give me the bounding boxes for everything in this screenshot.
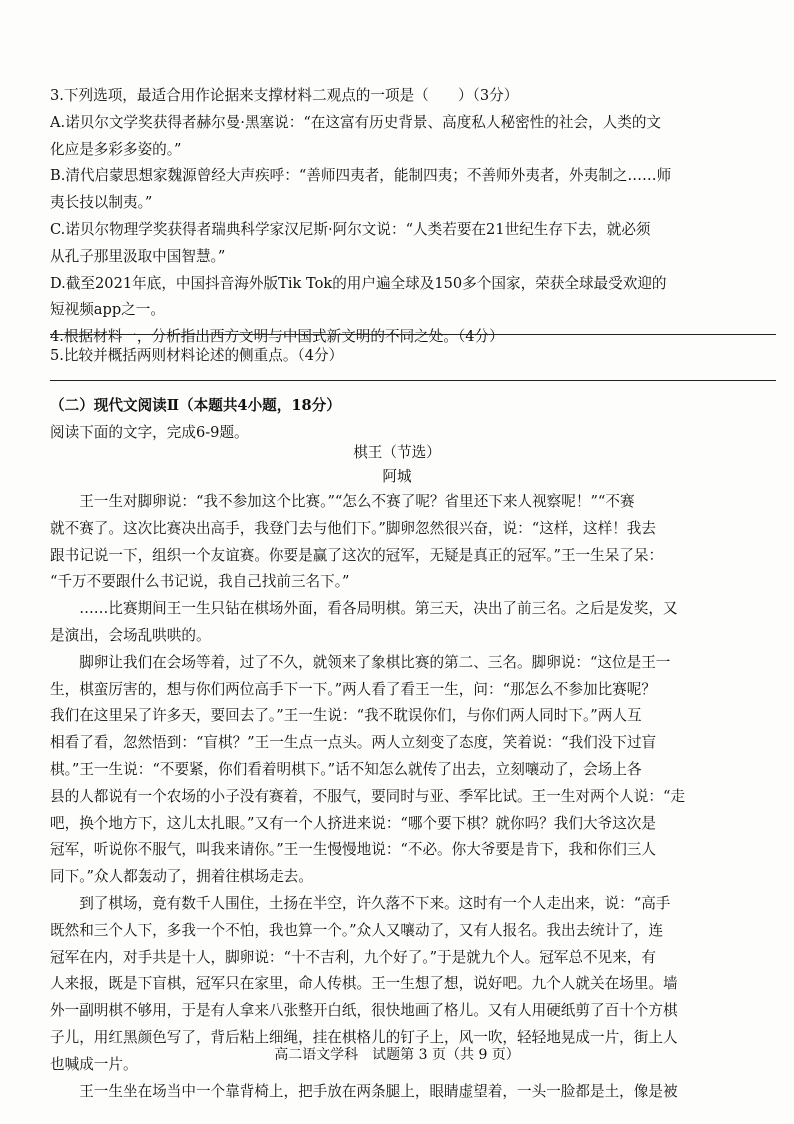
paragraph-5-line: 王一生坐在场当中一个靠背椅上，把手放在两条腿上，眼睛虚望着，一头一脸都是土，像是被 — [79, 1082, 678, 1100]
option-b-line-2: 夷长技以制夷。” — [50, 194, 153, 212]
paragraph-2-line: 是演出，会场乱哄哄的。 — [50, 626, 211, 644]
paragraph-1-line: 就不赛了。这次比赛决出高手，我登门去与他们下。”脚卵忽然很兴奋，说：“这样，这样！我去 — [50, 519, 656, 537]
paragraph-3-line: 生，棋蛮厉害的，想与你们两位高手下一下。”两人看了看王一生，问：“那怎么不参加比赛呢？ — [50, 680, 656, 698]
section-2-instruction: 阅读下面的文字，完成6-9题。 — [50, 423, 249, 441]
paragraph-4-line: 冠军在内，对手共是十人，脚卵说：“十不吉利，九个好了。”于是就九个人。冠军总不见来，有 — [50, 948, 656, 966]
answer-line-q4 — [50, 334, 776, 335]
paragraph-3-line: 同下。”众人都轰动了，拥着往棋场走去。 — [50, 868, 313, 886]
question-3 — [50, 83, 776, 351]
paragraph-2-line: ……比赛期间王一生只钻在棋场外面，看各局明棋。第三天，决出了前三名。之后是发奖，又 — [79, 600, 678, 618]
passage-body — [50, 489, 776, 1105]
paragraph-4-line: 到了棋场，竟有数千人围住，土扬在半空，许久落不下来。这时有一个人走出来，说：“高手 — [79, 894, 671, 912]
paragraph-3-line: 县的人都说有一个农场的小子没有赛着，不服气，要同时与亚、季军比试。王一生对两个人说：“走 — [50, 787, 685, 805]
question-5: 5.比较并概括两则材料论述的侧重点。（4分） — [50, 347, 344, 364]
option-a-line-1: A.诺贝尔文学奖获得者赫尔曼·黑塞说：“在这富有历史背景、高度私人秘密性的社会，人类的文 — [50, 113, 662, 131]
option-d-line-1: D.截至2021年底，中国抖音海外版Tik Tok的用户遍全球及150多个国家，荣获全球最受欢迎的 — [50, 274, 667, 292]
paragraph-3-line: 吧，换个地方下，这儿太扎眼。”又有一个人挤进来说：“哪个要下棋？就你吗？我们大爷这次是 — [50, 814, 656, 832]
paragraph-3-line: 相看了看，忽然悟到：“盲棋？”王一生点一点头。两人立刻变了态度，笑着说：“我们没下过盲 — [50, 734, 657, 752]
option-b-line-1: B.清代启蒙思想家魏源曾经大声疾呼：“善师四夷者，能制四夷；不善师外夷者，外夷制之……师 — [50, 167, 672, 185]
answer-line-q5 — [50, 380, 776, 381]
paragraph-4-line: 子儿，用红黑颜色写了，背后粘上细绳，挂在棋格儿的钉子上，风一吹，轻轻地晃成一片，街上人 — [50, 1028, 678, 1046]
paragraph-4-line: 既然和三个人下，多我一个不怕，我也算一个。”众人又嚷动了，又有人报名。我出去统计了，连 — [50, 921, 664, 939]
option-d-line-2: 短视频app之一。 — [50, 301, 165, 319]
section-2-header — [50, 393, 776, 447]
paragraph-4-line: 外一副明棋不够用，于是有人拿来八张整开白纸，很快地画了格儿。又有人用硬纸剪了百十个方棋 — [50, 1002, 678, 1020]
question-3-stem: 3.下列选项，最适合用作论据来支撑材料二观点的一项是（ ）（3分） — [50, 87, 519, 104]
passage-title: 棋王（节选） — [353, 444, 441, 461]
page-footer: 高二语文学科 试题第 3 页（共 9 页） — [274, 1047, 520, 1063]
paragraph-4-line: 也喊成一片。 — [50, 1055, 138, 1073]
paragraph-4-line: 人来报，既是下盲棋，冠军只在家里，命人传棋。王一生想了想，说好吧。九个人就关在场里。墙 — [50, 975, 678, 993]
option-c-line-2: 从孔子那里汲取中国智慧。” — [50, 247, 226, 265]
section-2-heading: （二）现代文阅读Ⅱ（本题共4小题，18分） — [50, 397, 341, 414]
paragraph-3-line: 脚卵让我们在会场等着，过了不久，就领来了象棋比赛的第二、三名。脚卵说：“这位是王一 — [79, 653, 671, 671]
question-5-block — [50, 343, 776, 370]
question-4: 4.根据材料一，分析指出西方文明与中国式新文明的不同之处。（4分） — [50, 328, 504, 346]
option-a-line-2: 化应是多彩多姿的。” — [50, 140, 182, 158]
paragraph-1-line: 跟书记说一下，组织一个友谊赛。你要是赢了这次的冠军，无疑是真正的冠军。”王一生呆了呆： — [50, 546, 664, 564]
passage-author: 阿城 — [382, 468, 412, 485]
paragraph-1-line: “千万不要跟什么书记说，我自己找前三名下。” — [50, 573, 350, 591]
paragraph-3-line: 我们在这里呆了许多天，要回去了。”王一生说：“我不耽误你们，与你们两人同时下。”两人互 — [50, 707, 642, 725]
paragraph-1-line: 王一生对脚卵说：“我不参加这个比赛。”“怎么不赛了呢？省里还下来人视察呢！”“不赛 — [79, 493, 635, 510]
paragraph-3-line: 冠军，听说你不服气，叫我来请你。”王一生慢慢地说：“不必。你大爷要是肯下，我和你们三人 — [50, 841, 656, 859]
paragraph-3-line: 棋。”王一生说：“不要紧，你们看着明棋下。”话不知怎么就传了出去，立刻嚷动了，会场上各 — [50, 760, 642, 778]
option-c-line-1: C.诺贝尔物理学奖获得者瑞典科学家汉尼斯·阿尔文说：“人类若要在21世纪生存下去，就必须 — [50, 220, 651, 238]
